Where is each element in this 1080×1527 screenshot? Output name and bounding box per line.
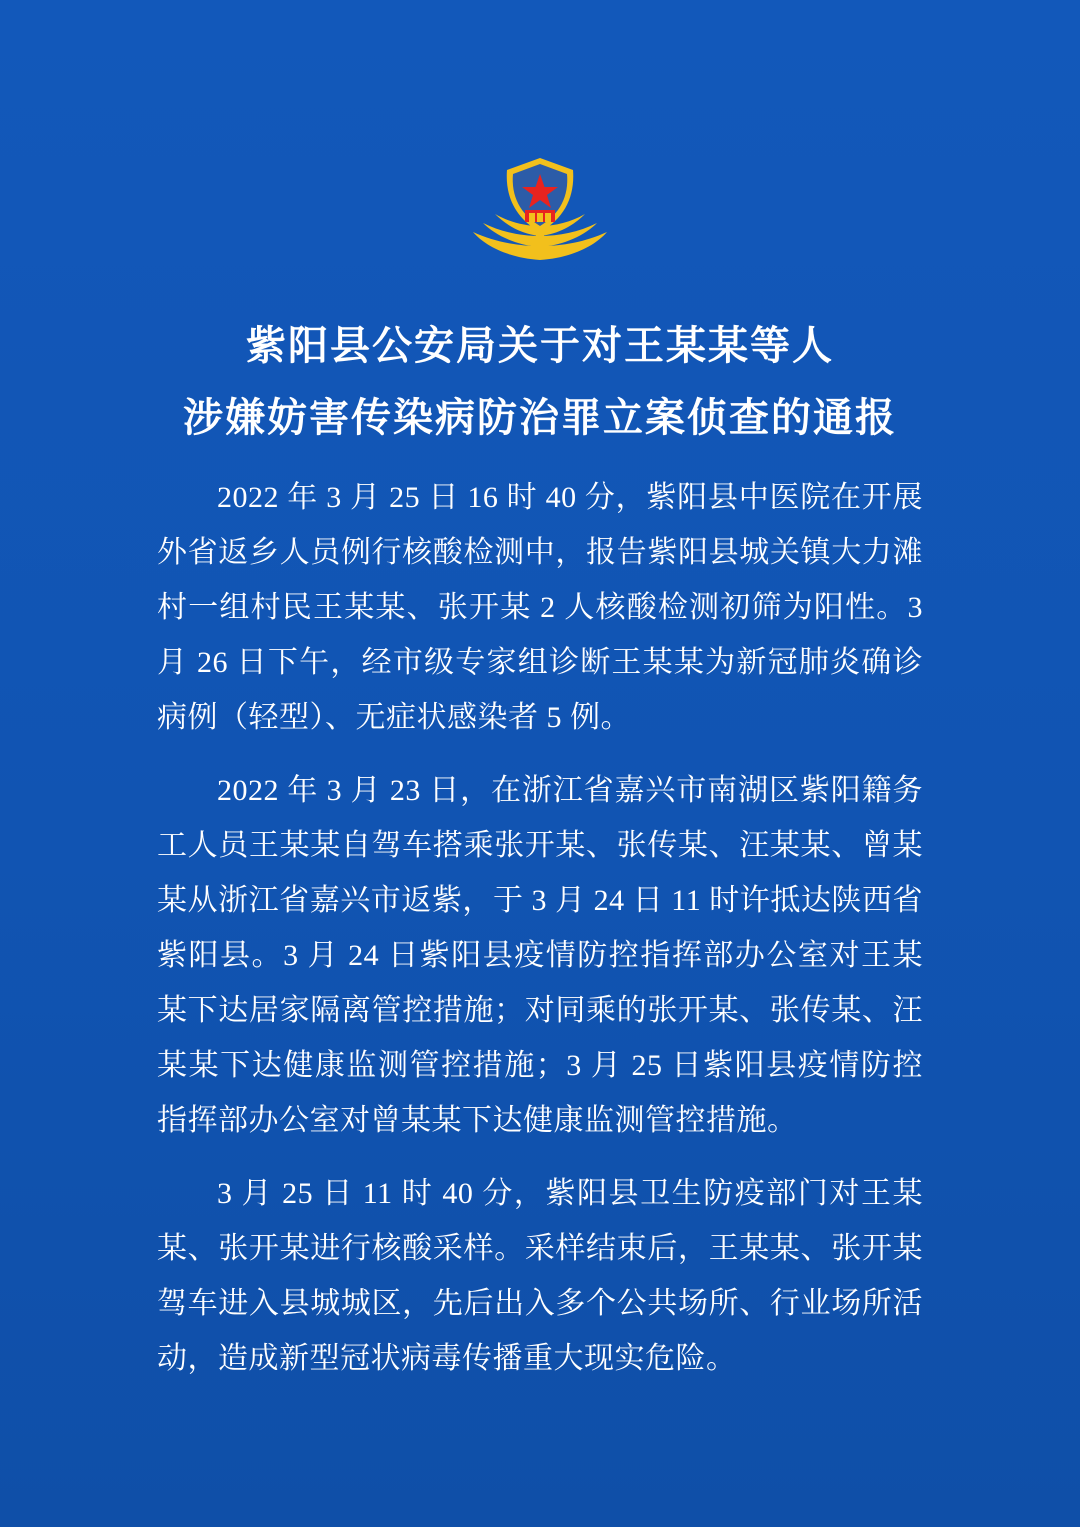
paragraph-1: 2022 年 3 月 25 日 16 时 40 分，紫阳县中医院在开展外省返乡人员例行核酸检测中，报告紫阳县城关镇大力滩村一组村民王某某、张开某 2 人核酸检测初筛为阳性。3 月 26 日下午，经市级专家组诊断王某某为新冠肺炎确诊病例（轻型）、无症状感染者 5 例。 [157,481,923,734]
emblem-container [0,0,1080,276]
paragraph-3: 3 月 25 日 11 时 40 分，紫阳县卫生防疫部门对王某某、张开某进行核酸采样。采样结束后，王某某、张开某驾车进入县城城区，先后出入多个公共场所、行业场所活动，造成新型冠状病毒传播重大现实危险。 [157,1177,923,1375]
page-title [0,310,1080,454]
title-line-2: 涉嫌妨害传染病防治罪立案侦查的通报 [183,395,897,440]
china-police-badge-icon [465,150,615,276]
notice-body [157,470,923,1386]
paragraph-2: 2022 年 3 月 23 日，在浙江省嘉兴市南湖区紫阳籍务工人员王某某自驾车搭乘张开某、张传某、汪某某、曾某某从浙江省嘉兴市返紫，于 3 月 24 日 11 时许抵达陕西省紫阳县。3 月 24 日紫阳县疫情防控指挥部办公室对王某某下达居家隔离管控措施；对同乘的张开某、张传某、汪某某下达健康监测管控措施；3 月 25 日紫阳县疫情防控指挥部办公室对曾某某下达健康监测管控措施。 [157,774,923,1137]
title-line-1: 紫阳县公安局关于对王某某等人 [246,323,834,368]
